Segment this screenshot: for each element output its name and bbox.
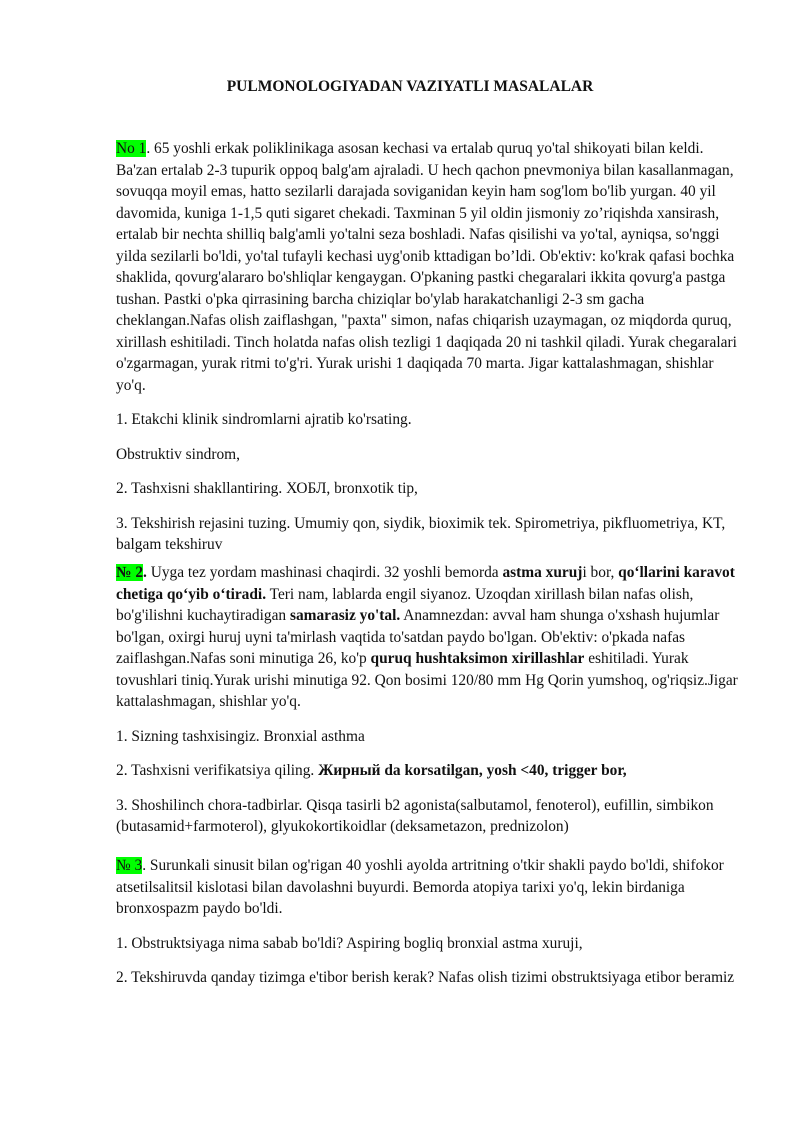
task-2-question-2-bold: Жирный da korsatilgan, yosh <40, trigger bor, — [318, 762, 627, 779]
task-3-statement — [116, 855, 744, 920]
task-3-question-1: 1. Obstruktsiyaga nima sabab bo'ldi? Aspiring bogliq bronxial astma xuruji, — [116, 934, 583, 952]
task-2-bold-4: quruq hushtaksimon xirillashlar — [370, 650, 585, 667]
task-2-text-2: i bor, — [582, 564, 619, 581]
task-2-text-4: Anamnezdan: avval ham shunga o'xshash hujumlar bo'lgan, oxirgi huruj uyni ta'mirlash vaqtida to'satdan paydo bo'lgan. Ob'ektiv: o'pkada nafas zaiflashgan.Nafas soni minutiga 26, ko'p — [116, 607, 720, 667]
task-2-question-1: 1. Sizning tashxisingiz. Bronxial asthma — [116, 727, 365, 745]
task-1-question-1: 1. Etakchi klinik sindromlarni ajratib ko'rsating. — [116, 411, 412, 428]
task-2-question-3: 3. Shoshilinch chora-tadbirlar. Qisqa tasirli b2 agonista(salbutamol, fenoterol), eufillin, simbikon (butasamid+farmoterol), glyukokortikoidlar (deksametazon, prednizolon) — [116, 796, 714, 835]
task-2-number: № 2 — [116, 564, 144, 581]
task-2-statement — [116, 562, 744, 713]
task-2 — [116, 562, 744, 838]
task-2-question-2 — [116, 760, 744, 782]
task-2-bold-3: samarasiz yo'tal. — [289, 607, 401, 624]
task-1-question-2: 2. Tashxisni shakllantiring. ХОБЛ, bronxotik tip, — [116, 480, 418, 497]
task-1 — [116, 138, 744, 556]
task-3-question-2: 2. Tekshiruvda qanday tizimga e'tibor berish kerak? Nafas olish tizimi obstruktsiyaga etibor beramiz — [116, 969, 735, 986]
task-1-question-3: 3. Tekshirish rejasini tuzing. Umumiy qon, siydik, bioximik tek. Spirometriya, pikfluometriya, KT, balgam tekshiruv — [116, 514, 726, 553]
task-3-number: № 3 — [116, 857, 143, 874]
task-1-text: . 65 yoshli erkak poliklinikaga asosan kechasi va ertalab quruq yo'tal shikoyati bilan keldi. Ba'zan ertalab 2-3 tupurik oppoq balg'am ajraladi. U hech qachon pnevmoniya bilan kasallanmagan, sovuqqa moyil emas, hatto sezilarli darajada soviganidan keyin ham sog'lom bo'lib yurgan. 40 yil davomida, kuniga 1-1,5 quti sigaret chekadi. Taxminan 5 yil oldin jismoniy zo’riqishda xansirash, ertalab bir nechta shilliq balg'amli yo'talni seza boshladi. Nafas qisilishi va yo'tal, ayniqsa, so'nggi yilda sezilarli bo'ldi, yo'tal tufayli kechasi uyg'onib kttadigan bo’ldi. Ob'ektiv: ko'krak qafasi bochka shaklida, qovurg'alararo bo'shliqlar kengaygan. O'pkaning pastki chegaralari ikkita qovurg'a pastga tushan. Pastki o'pka qirrasining barcha chiziqlar bo'ylab harakatchanligi 2-3 sm gacha cheklangan.Nafas olish zaiflashgan, "paxta" simon, nafas chiqarish uzaymagan, oz miqdorda quruq, xirillash eshitiladi. Tinch holatda nafas olish tezligi 1 daqiqada 20 ni tashkil qiladi. Yurak chegaralari o'zgarmagan, yurak ritmi to'g'ri. Yurak urishi 1 daqiqada 70 marta. Jigar kattalashmagan, shishlar yo'q. — [116, 140, 737, 394]
task-3-text: . Surunkali sinusit bilan og'rigan 40 yoshli ayolda artritning o'tkir shakli paydo bo'ldi, shifokor atsetilsalitsil kislotasi bilan davolashni buyurdi. Bemorda atopiya tarixi yo'q, lekin birdaniga bronxospazm paydo bo'ldi. — [116, 857, 724, 917]
document-title: PULMONOLOGIYADAN VAZIYATLI MASALALAR — [226, 78, 594, 95]
task-2-text-1: Uyga tez yordam mashinasi chaqirdi. 32 yoshli bemorda — [146, 564, 503, 581]
task-2-text-5: eshitiladi. Yurak tovushlari tiniq.Yurak urishi minutiga 92. Qon bosimi 120/80 mm Hg Qorin yumshoq, og'riqsiz.Jigar kattalashmagan, shishlar yo'q. — [116, 650, 738, 710]
task-2-bold-1: astma xuruj — [502, 564, 583, 581]
task-2-question-2-text: 2. Tashxisni verifikatsiya qiling. — [116, 762, 319, 779]
task-2-number-dot: . — [143, 564, 147, 581]
task-2-text-3: Teri nam, lablarda engil siyanoz. Uzoqdan xirillash bilan nafas olish, bo'g'ilishni kuchaytiradigan — [116, 585, 694, 624]
task-3 — [116, 855, 744, 989]
task-2-bold-2: qo‘llarini karavot chetiga qo‘yib o‘tiradi. — [116, 564, 735, 603]
task-1-number: No 1 — [116, 140, 147, 157]
task-1-answer-1: Obstruktiv sindrom, — [116, 445, 240, 463]
task-1-statement — [116, 138, 744, 396]
